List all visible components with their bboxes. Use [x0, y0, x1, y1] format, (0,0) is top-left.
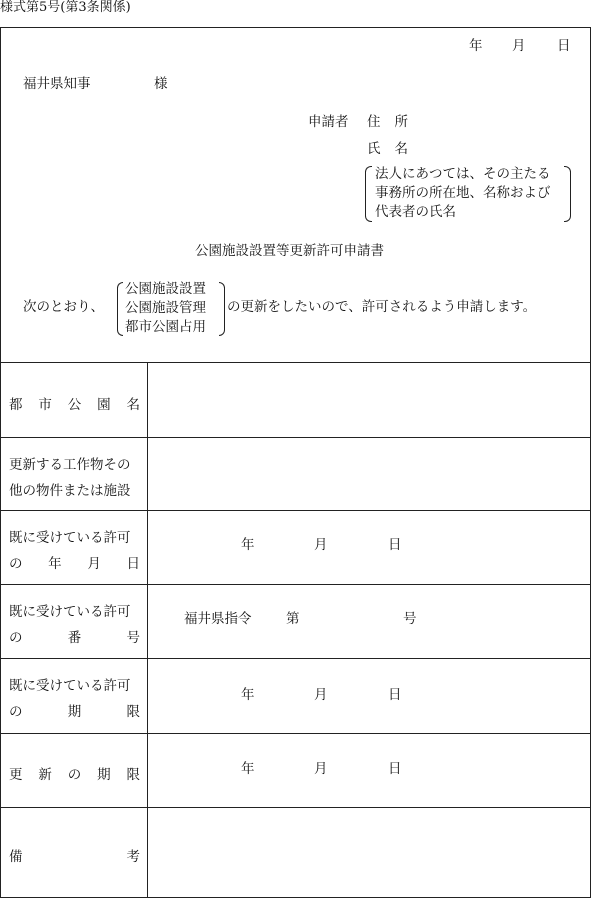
address-label: 住所: [367, 114, 422, 130]
addressee: [23, 76, 168, 92]
sentence-suffix: の更新をしたいので、許可されるよう申請します。: [227, 299, 537, 315]
applicant-label: 申請者: [308, 114, 349, 130]
option-facility-management: 公園施設管理: [125, 300, 206, 316]
note-left-brace: [365, 166, 372, 222]
sentence-prefix: 次のとおり、: [23, 299, 104, 315]
renewal-expiry-field[interactable]: [148, 734, 590, 806]
label-permit-expiry: 既に受けている許可 の 期 限: [9, 678, 140, 720]
note-line-1: 法人にあつては、その主たる: [375, 166, 551, 182]
structures-field[interactable]: [148, 438, 590, 509]
remarks-field[interactable]: [148, 808, 590, 897]
form-number: 様式第5号(第3条関係): [0, 0, 131, 15]
label-permit-number: 既に受けている許可 の 番 号: [9, 604, 140, 646]
document-title: 公園施設設置等更新許可申請書: [195, 243, 384, 259]
options-left-brace: [117, 282, 123, 336]
label-structures: 更新する工作物その 他の物件または施設: [9, 457, 131, 499]
option-facility-installation: 公園施設設置: [125, 281, 206, 297]
purpose-options: [117, 280, 225, 338]
permit-date-month: 月: [314, 537, 328, 553]
note-right-brace: [564, 166, 571, 222]
label-permit-date: 既に受けている許可 の 年 月 日: [9, 530, 140, 572]
label-remarks: 備 考: [9, 849, 140, 865]
date-month-label: 月: [512, 38, 526, 54]
permit-date-day: 日: [388, 537, 402, 553]
permit-expiry-field[interactable]: [148, 659, 590, 732]
corporate-note: [365, 164, 571, 222]
permit-expiry-year: 年: [241, 687, 255, 703]
label-park-name: 都 市 公 園 名: [9, 397, 140, 413]
permit-number-field[interactable]: [148, 585, 590, 657]
application-form-frame: [0, 27, 591, 898]
note-line-2: 事務所の所在地、名称および: [375, 185, 551, 201]
permit-number-dai: 第: [286, 611, 300, 627]
date-day-label: 日: [557, 38, 571, 54]
date-line: [1, 40, 590, 56]
permit-expiry-month: 月: [314, 687, 328, 703]
note-line-3: 代表者の氏名: [375, 204, 456, 220]
label-renewal-expiry: 更 新 の 期 限: [9, 767, 140, 783]
date-year-label: 年: [469, 38, 483, 54]
renewal-expiry-year: 年: [241, 761, 255, 777]
renewal-expiry-day: 日: [388, 761, 402, 777]
permit-date-field[interactable]: [148, 511, 590, 583]
renewal-expiry-month: 月: [314, 761, 328, 777]
name-label: 氏名: [367, 141, 422, 157]
addressee-honorific: 様: [154, 76, 168, 92]
option-park-occupancy: 都市公園占用: [125, 319, 206, 335]
addressee-name: 福井県知事: [23, 76, 91, 92]
options-right-brace: [219, 282, 225, 336]
permit-expiry-day: 日: [388, 687, 402, 703]
park-name-field[interactable]: [148, 363, 590, 436]
permit-number-prefix: 福井県指令: [184, 611, 252, 627]
permit-number-go: 号: [403, 611, 417, 627]
permit-date-year: 年: [241, 537, 255, 553]
